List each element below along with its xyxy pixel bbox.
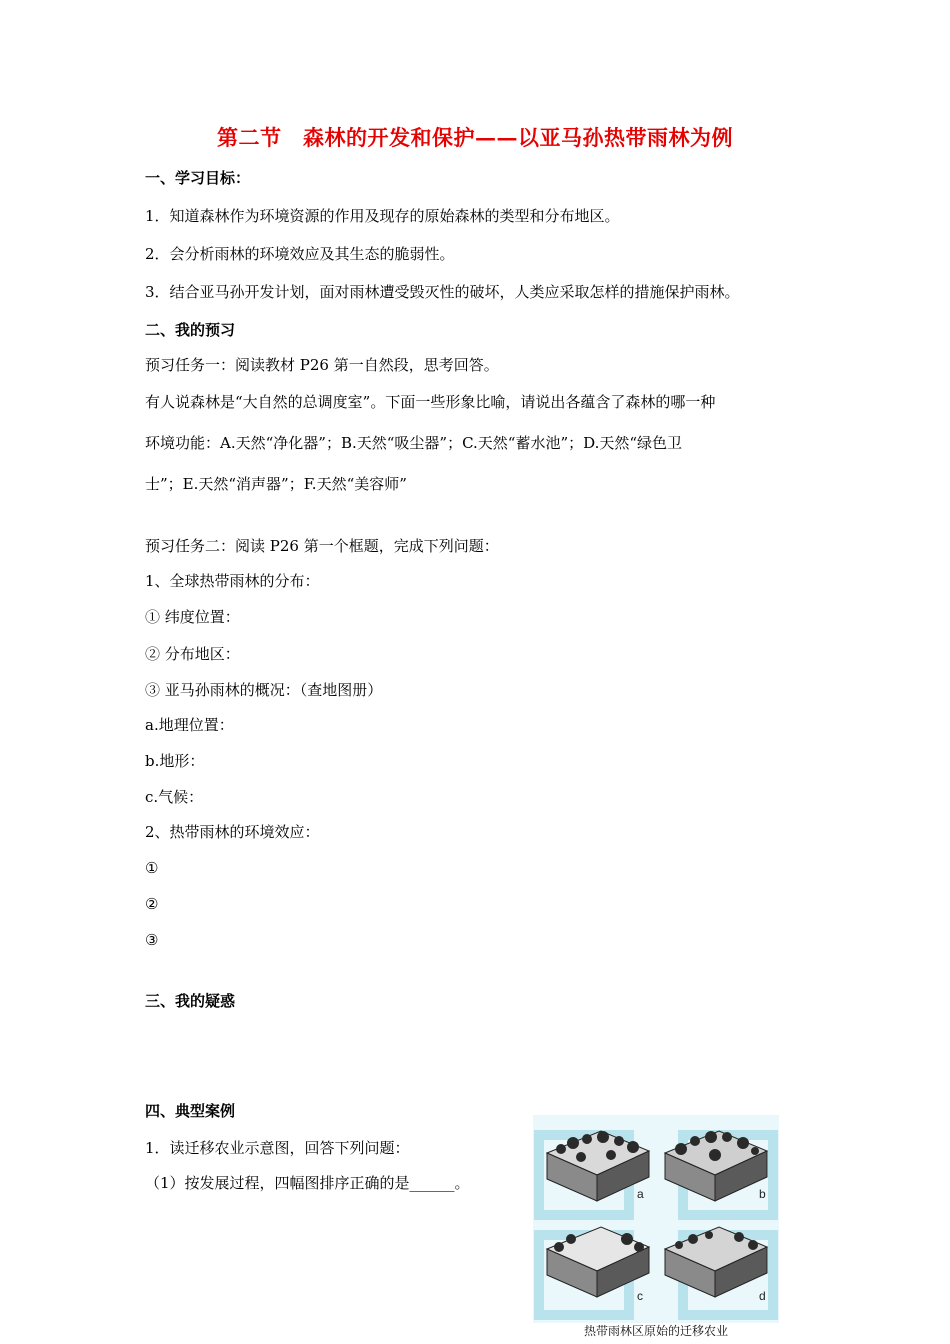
figure-caption: 热带雨林区原始的迁移农业: [533, 1323, 779, 1339]
case-subquestion: （1）按发展过程，四幅图排序正确的是______。: [145, 1174, 470, 1192]
question-item: a.地理位置：: [145, 716, 234, 734]
forest-block-icon: [659, 1219, 771, 1301]
paragraph-line: 环境功能：A.天然“净化器”；B.天然“吸尘器”；C.天然“蓄水池”；D.天然“绿色卫: [145, 434, 683, 452]
figure-panel-c: [541, 1219, 653, 1301]
panel-label: a: [637, 1187, 644, 1201]
question-item: b.地形：: [145, 752, 205, 770]
question-item: ①: [145, 859, 159, 877]
question-item: ③ 亚马孙雨林的概况：（查地图册）: [145, 681, 383, 699]
question-item: ③: [145, 931, 159, 949]
case-question-1: 1．读迁移农业示意图，回答下列问题：: [145, 1139, 410, 1157]
figure-panel-d: [659, 1219, 771, 1301]
goal-item: 1．知道森林作为环境资源的作用及现存的原始森林的类型和分布地区。: [145, 207, 620, 225]
panel-label: d: [759, 1289, 766, 1303]
panel-label: c: [637, 1289, 643, 1303]
shifting-agriculture-figure: [533, 1115, 779, 1339]
section-heading-doubts: 三、我的疑惑: [145, 992, 236, 1010]
question-1: 1、全球热带雨林的分布：: [145, 572, 320, 590]
section-heading-cases: 四、典型案例: [145, 1102, 236, 1120]
panel-label: b: [759, 1187, 766, 1201]
goal-item: 3．结合亚马孙开发计划，面对雨林遭受毁灭性的破坏，人类应采取怎样的措施保护雨林。: [145, 283, 740, 301]
forest-block-icon: [659, 1123, 771, 1205]
preview-task-1: 预习任务一：阅读教材 P26 第一自然段，思考回答。: [145, 356, 499, 374]
section-heading-preview: 二、我的预习: [145, 321, 236, 339]
question-item: ②: [145, 895, 159, 913]
section-heading-goals: 一、学习目标：: [145, 169, 251, 187]
figure-panel-b: [659, 1123, 771, 1205]
paragraph-line: 有人说森林是“大自然的总调度室”。下面一些形象比喻，请说出各蕴含了森林的哪一种: [145, 393, 716, 411]
page-title: 第二节 森林的开发和保护——以亚马孙热带雨林为例: [217, 125, 733, 150]
question-item: ② 分布地区：: [145, 645, 240, 663]
preview-task-2: 预习任务二：阅读 P26 第一个框题，完成下列问题：: [145, 537, 499, 555]
figure-panel-a: [541, 1123, 653, 1205]
paragraph-line: 士”；E.天然“消声器”；F.天然“美容师”: [145, 475, 407, 493]
goal-item: 2．会分析雨林的环境效应及其生态的脆弱性。: [145, 245, 455, 263]
question-item: ① 纬度位置：: [145, 608, 240, 626]
question-item: c.气候：: [145, 788, 204, 806]
question-2: 2、热带雨林的环境效应：: [145, 823, 320, 841]
